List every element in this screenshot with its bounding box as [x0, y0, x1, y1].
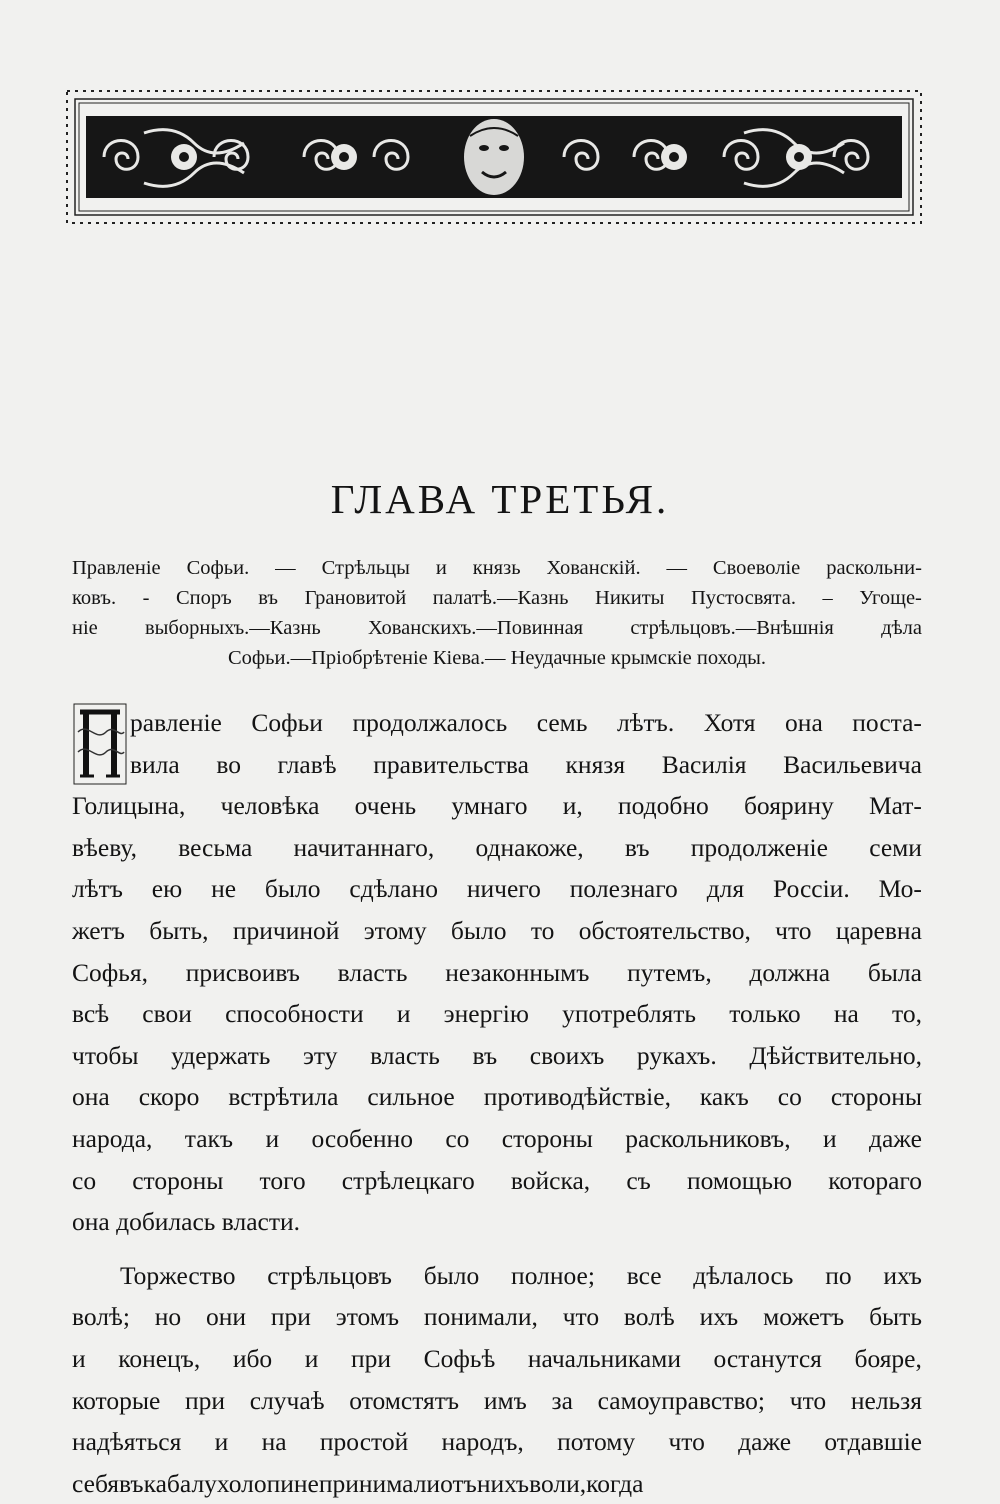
word: при: [350, 1343, 392, 1373]
word: присвоивъ: [185, 957, 300, 987]
word: вила: [130, 749, 180, 779]
text-line: [72, 1035, 922, 1077]
word: съ: [626, 1165, 651, 1195]
word: Василія: [661, 749, 747, 779]
word: отомстятъ: [349, 1385, 460, 1415]
word: Софьи.: [186, 557, 250, 579]
word: при: [185, 1385, 226, 1415]
word: быть,: [149, 915, 209, 945]
word: рукахъ.: [636, 1040, 717, 1070]
word: Мо-: [878, 874, 922, 904]
word: Софья,: [72, 957, 149, 987]
word: начитаннаго,: [293, 832, 435, 862]
word: скоро: [138, 1082, 200, 1112]
text-line: [72, 952, 922, 994]
text-line: [72, 1076, 922, 1118]
word: Никиты: [595, 587, 665, 609]
word: главѣ: [277, 749, 337, 779]
word: энергію: [443, 999, 529, 1029]
word: жетъ: [72, 915, 125, 945]
word: была: [867, 957, 922, 987]
text-line: [72, 1160, 922, 1202]
word: причиной: [232, 915, 340, 945]
word: воли,: [529, 1468, 587, 1498]
word: Софьи.—Пріобрѣтеніе Кіева.— Неудачные крымскіе походы.: [227, 647, 767, 669]
word: отдавшіе: [824, 1427, 922, 1457]
word: и: [304, 1343, 319, 1373]
text-line: [72, 1296, 922, 1338]
word: бояре,: [854, 1343, 922, 1373]
word: полезнаго: [569, 874, 678, 904]
word: стороны: [132, 1165, 224, 1195]
word: войска,: [510, 1165, 591, 1195]
word: народъ,: [441, 1427, 524, 1457]
word: только: [729, 999, 801, 1029]
word: Голицына,: [72, 791, 186, 821]
word: и: [822, 1123, 837, 1153]
word: такъ: [184, 1123, 234, 1153]
word: останутся: [713, 1343, 822, 1373]
word: волѣ: [623, 1302, 675, 1332]
word: Своеволіе: [712, 557, 801, 579]
word: ковъ.: [72, 587, 117, 609]
word: что: [668, 1427, 705, 1457]
summary-line: [72, 553, 922, 583]
word: выборныхъ.—Казнь: [144, 617, 321, 639]
summary-line: [72, 613, 922, 643]
word: они: [206, 1302, 247, 1332]
text-line: [72, 1201, 922, 1243]
word: лѣтъ.: [616, 708, 675, 737]
word: —: [666, 557, 687, 579]
word: умнаго: [451, 791, 528, 821]
word: въ: [119, 1468, 144, 1498]
word: Россіи.: [773, 874, 850, 904]
word: за: [551, 1385, 573, 1415]
word: равленіе: [130, 708, 222, 737]
word: въ: [624, 832, 650, 862]
word: ею: [151, 874, 183, 904]
word: власть: [337, 957, 408, 987]
word: начальниками: [527, 1343, 681, 1373]
word: со: [777, 1082, 802, 1112]
svg-text:П: П: [99, 772, 101, 773]
word: встрѣтила: [228, 1082, 339, 1112]
word: что: [775, 915, 812, 945]
word: Хованскихъ.—Повинная: [367, 617, 584, 639]
text-line: [72, 785, 922, 827]
word: весьма: [178, 832, 253, 862]
word: все: [626, 1260, 662, 1290]
word: простой: [319, 1427, 409, 1457]
word: волѣ;: [72, 1302, 130, 1332]
word: она добилась власти.: [72, 1207, 301, 1237]
word: надѣяться: [72, 1427, 182, 1457]
word: Угоще-: [859, 587, 922, 609]
word: не: [293, 1468, 319, 1498]
word: Стрѣльцы: [321, 557, 410, 579]
word: лѣтъ: [72, 874, 123, 904]
word: ничего: [466, 874, 541, 904]
text-line: [72, 1380, 922, 1422]
word: Дѣйствительно,: [749, 1040, 922, 1070]
word: этомъ: [335, 1302, 400, 1332]
word: раскольниковъ,: [625, 1123, 791, 1153]
word: вѣеву,: [72, 832, 137, 862]
ornament-icon: [64, 88, 924, 226]
word: было: [450, 915, 507, 945]
word: отъ: [440, 1468, 477, 1498]
word: -: [142, 587, 150, 609]
word: но: [154, 1302, 182, 1332]
word: чтобы: [72, 1040, 139, 1070]
word: –: [822, 587, 833, 609]
word: можетъ: [763, 1302, 845, 1332]
word: нихъ: [476, 1468, 530, 1498]
word: на: [261, 1427, 287, 1457]
word: то: [530, 915, 555, 945]
word: ибо: [232, 1343, 273, 1373]
word: стрѣлецкаго: [341, 1165, 475, 1195]
summary-line: [72, 583, 922, 613]
word: кабалу: [143, 1468, 217, 1498]
word: принимали: [318, 1468, 441, 1498]
word: стороны: [501, 1123, 593, 1153]
word: она: [72, 1082, 110, 1112]
dropcap-letter: [72, 702, 128, 786]
text-line: [72, 993, 922, 1035]
word: эту: [302, 1040, 338, 1070]
word: было: [423, 1260, 480, 1290]
word: должна: [749, 957, 831, 987]
text-line: [72, 1255, 922, 1297]
word: случаѣ: [249, 1385, 325, 1415]
word: особенно: [311, 1123, 413, 1153]
word: продолженіе: [690, 832, 828, 862]
word: нельзя: [850, 1385, 922, 1415]
word: въ: [258, 587, 279, 609]
word: что: [562, 1302, 600, 1332]
word: ніе: [72, 617, 98, 639]
text-line: [72, 702, 922, 744]
word: продолжалось: [352, 708, 508, 737]
word: и: [435, 557, 447, 579]
text-line: [72, 1421, 922, 1463]
word: даже: [738, 1427, 792, 1457]
word: Хованскій.: [546, 557, 641, 579]
word: князя: [565, 749, 626, 779]
word: удержать: [171, 1040, 271, 1070]
word: при: [270, 1302, 311, 1332]
word: быть: [869, 1302, 922, 1332]
word: путемъ,: [627, 957, 712, 987]
word: Грановитой: [304, 587, 407, 609]
word: власть: [370, 1040, 440, 1070]
word: во: [216, 749, 241, 779]
word: не: [211, 874, 237, 904]
text-line: [72, 910, 922, 952]
text-line: [72, 1338, 922, 1380]
word: Мат-: [868, 791, 922, 821]
word: правительства: [373, 749, 529, 779]
word: потому: [557, 1427, 636, 1457]
word: Софьѣ: [423, 1343, 496, 1373]
word: семи: [869, 832, 922, 862]
word: и: [265, 1123, 280, 1153]
word: палатѣ.—Казнь: [432, 587, 569, 609]
word: для: [706, 874, 745, 904]
body-text: [72, 702, 922, 1504]
word: со: [445, 1123, 470, 1153]
word: какъ: [699, 1082, 749, 1112]
word: то,: [892, 999, 922, 1029]
word: Софьи: [251, 708, 323, 737]
word: котораго: [828, 1165, 922, 1195]
word: семь: [536, 708, 588, 737]
word: Торжество: [120, 1260, 236, 1290]
word: князь: [472, 557, 521, 579]
word: холопи: [216, 1468, 294, 1498]
word: которые: [72, 1385, 161, 1415]
word: того: [259, 1165, 306, 1195]
word: Споръ: [175, 587, 232, 609]
word: и: [214, 1427, 229, 1457]
word: сильное: [367, 1082, 455, 1112]
word: стороны: [830, 1082, 922, 1112]
word: что: [789, 1385, 827, 1415]
word: боярину: [743, 791, 834, 821]
word: дѣла: [881, 617, 922, 639]
word: по: [825, 1260, 852, 1290]
word: незаконнымъ: [445, 957, 590, 987]
word: Пустосвята.: [691, 587, 796, 609]
word: конецъ,: [118, 1343, 201, 1373]
word: она: [785, 708, 823, 737]
word: и: [72, 1343, 86, 1373]
chapter-title: ГЛАВА ТРЕТЬЯ.: [330, 476, 670, 522]
word: —: [275, 557, 296, 579]
word: полное;: [511, 1260, 595, 1290]
word: противодѣйствіе,: [483, 1082, 671, 1112]
text-line: [72, 827, 922, 869]
word: самоуправство;: [597, 1385, 766, 1415]
word: имъ: [483, 1385, 527, 1415]
word: ихъ: [883, 1260, 922, 1290]
word: было: [264, 874, 321, 904]
word: и: [396, 999, 411, 1029]
word: ихъ: [699, 1302, 739, 1332]
word: однакоже,: [475, 832, 584, 862]
word: понимали,: [423, 1302, 538, 1332]
word: когда: [586, 1468, 644, 1498]
word: со: [72, 1165, 97, 1195]
ornamental-headpiece: [64, 88, 924, 226]
word: помощью: [686, 1165, 793, 1195]
word: царевна: [835, 915, 922, 945]
word: народа,: [72, 1123, 153, 1153]
word: подобно: [617, 791, 709, 821]
word: и,: [562, 791, 583, 821]
chapter-summary: [72, 553, 922, 673]
word: Хотя: [703, 708, 756, 737]
word: себя: [72, 1468, 120, 1498]
word: стрѣльцовъ: [267, 1260, 392, 1290]
text-line: [72, 744, 922, 786]
word: даже: [869, 1123, 922, 1153]
summary-line: [72, 643, 922, 673]
word: поста-: [852, 708, 922, 737]
text-line: [72, 868, 922, 910]
word: на: [833, 999, 859, 1029]
word: въ: [472, 1040, 498, 1070]
text-line: [72, 1463, 922, 1504]
word: этому: [363, 915, 427, 945]
word: сдѣлано: [349, 874, 438, 904]
word: всѣ: [72, 999, 110, 1029]
word: обстоятельство,: [578, 915, 751, 945]
text-line: [72, 1118, 922, 1160]
word: способности: [225, 999, 364, 1029]
word: очень: [354, 791, 417, 821]
word: свои: [142, 999, 192, 1029]
word: Васильевича: [783, 749, 922, 779]
word: своихъ: [529, 1040, 605, 1070]
word: раскольни-: [826, 557, 922, 579]
word: Правленіе: [72, 557, 161, 579]
word: стрѣльцовъ.—Внѣшнія: [630, 617, 834, 639]
word: употреблять: [562, 999, 697, 1029]
word: человѣка: [220, 791, 320, 821]
word: дѣлалось: [693, 1260, 794, 1290]
